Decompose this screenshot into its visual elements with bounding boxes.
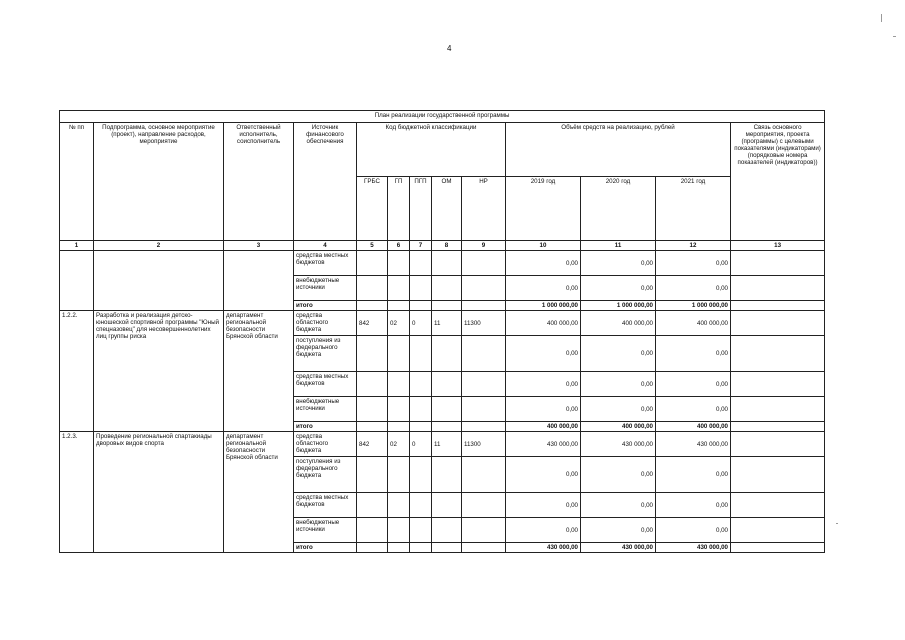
amount-v2021: 400 000,00 [656,422,731,432]
activity-name: Проведение региональной спартакиады дворовых видов спорта [94,432,224,553]
amount-v2021: 0,00 [656,493,731,518]
om-code: 11 [432,432,462,457]
amount-v2021: 0,00 [656,518,731,543]
pgp-code: 0 [410,311,432,336]
amount-v2021: 0,00 [656,336,731,372]
budget-code-cell [357,251,388,276]
amount-v2021: 400 000,00 [656,311,731,336]
grbs-code [357,543,388,553]
gp-code: 02 [388,311,410,336]
column-number: 4 [294,241,357,251]
link-cell [731,301,825,311]
amount-v2019: 430 000,00 [506,432,581,457]
link-cell [731,422,825,432]
amount-v2020: 430 000,00 [581,543,656,553]
header-executor: Ответственный исполнитель, соисполнитель [224,123,294,241]
header-subprogram: Подпрограмма, основное мероприятие (проект), направление расходов, мероприятие [94,123,224,241]
budget-code-cell [432,276,462,301]
header-num: № пп [60,123,94,241]
table-row [60,432,825,457]
column-number: 11 [581,241,656,251]
activity-executor: департамент региональной безопасности Брянской области [224,432,294,553]
amount-v2021: 0,00 [656,372,731,397]
budget-code-cell [432,301,462,311]
header-gp: ГП [388,177,410,241]
gp-code [388,518,410,543]
funding-source: внебюджетные источники [294,276,357,301]
table-row [60,311,825,336]
amount-v2019: 1 000 000,00 [506,301,581,311]
gp-code [388,457,410,493]
gp-code [388,493,410,518]
header-source: Источник финансового обеспечения [294,123,357,241]
link-cell [731,276,825,301]
pgp-code [410,336,432,372]
budget-code-cell [410,301,432,311]
pgp-code [410,543,432,553]
header-om: ОМ [432,177,462,241]
budget-code-cell [462,301,506,311]
om-code [432,493,462,518]
gp-code [388,422,410,432]
amount-v2020: 0,00 [581,251,656,276]
funding-source: средства областного бюджета [294,311,357,336]
grbs-code [357,457,388,493]
column-number-row [60,241,825,251]
amount-v2019: 0,00 [506,457,581,493]
budget-code-cell [410,276,432,301]
nr-code [462,336,506,372]
amount-v2021: 430 000,00 [656,543,731,553]
nr-code [462,457,506,493]
pgp-code [410,493,432,518]
link-cell [731,397,825,422]
grbs-code [357,422,388,432]
pgp-code [410,397,432,422]
link-cell [731,543,825,553]
budget-code-cell [462,276,506,301]
budget-code-cell [388,301,410,311]
budget-code-cell [462,251,506,276]
gp-code [388,397,410,422]
grbs-code [357,336,388,372]
budget-code-cell [410,251,432,276]
nr-code [462,543,506,553]
om-code [432,543,462,553]
gp-code [388,372,410,397]
funding-source: средства областного бюджета [294,432,357,457]
pgp-code [410,518,432,543]
amount-v2019: 0,00 [506,518,581,543]
table-row [60,251,825,276]
amount-v2020: 0,00 [581,493,656,518]
funding-source: итого [294,301,357,311]
amount-v2021: 0,00 [656,397,731,422]
funding-source: итого [294,543,357,553]
amount-v2019: 0,00 [506,336,581,372]
header-nr: НР [462,177,506,241]
amount-v2021: 0,00 [656,457,731,493]
amount-v2019: 400 000,00 [506,311,581,336]
om-code [432,518,462,543]
amount-v2020: 0,00 [581,372,656,397]
gp-code [388,336,410,372]
om-code [432,336,462,372]
continuation-num [60,251,94,311]
grbs-code [357,397,388,422]
scan-artifact [881,14,882,22]
column-number: 2 [94,241,224,251]
nr-code [462,493,506,518]
amount-v2021: 430 000,00 [656,432,731,457]
budget-code-cell [432,251,462,276]
table-title: План реализации государственной программы [60,111,825,123]
link-cell [731,311,825,336]
link-cell [731,457,825,493]
link-cell [731,518,825,543]
amount-v2021: 0,00 [656,251,731,276]
amount-v2019: 400 000,00 [506,422,581,432]
funding-source: внебюджетные источники [294,518,357,543]
amount-v2019: 0,00 [506,493,581,518]
amount-v2021: 0,00 [656,276,731,301]
om-code [432,422,462,432]
header-pgp: ПГП [410,177,432,241]
scan-artifact [836,523,838,524]
continuation-name [94,251,224,311]
header-funds: Объём средств на реализацию, рублей [506,123,731,177]
budget-code-cell [357,301,388,311]
link-cell [731,372,825,397]
column-number: 7 [410,241,432,251]
amount-v2020: 0,00 [581,518,656,543]
column-number: 1 [60,241,94,251]
amount-v2019: 430 000,00 [506,543,581,553]
amount-v2020: 0,00 [581,336,656,372]
column-number: 13 [731,241,825,251]
pgp-code [410,372,432,397]
amount-v2020: 430 000,00 [581,432,656,457]
page-number: 4 [447,44,452,53]
amount-v2020: 400 000,00 [581,422,656,432]
column-number: 10 [506,241,581,251]
nr-code [462,518,506,543]
nr-code: 11300 [462,432,506,457]
om-code [432,397,462,422]
link-cell [731,432,825,457]
link-cell [731,336,825,372]
funding-source: итого [294,422,357,432]
column-number: 6 [388,241,410,251]
column-number: 3 [224,241,294,251]
om-code [432,457,462,493]
amount-v2019: 0,00 [506,276,581,301]
amount-v2019: 0,00 [506,372,581,397]
nr-code: 11300 [462,311,506,336]
budget-code-cell [388,251,410,276]
pgp-code [410,422,432,432]
column-number: 9 [462,241,506,251]
amount-v2020: 0,00 [581,457,656,493]
activity-name: Разработка и реализация детско-юношеской спортивной программы "Юный спецназовец" для несовершеннолетних лиц группы риска [94,311,224,432]
funding-source: поступления из федерального бюджета [294,336,357,372]
amount-v2020: 0,00 [581,397,656,422]
activity-num: 1.2.2. [60,311,94,432]
grbs-code [357,518,388,543]
amount-v2020: 0,00 [581,276,656,301]
pgp-code: 0 [410,432,432,457]
funding-source: средства местных бюджетов [294,493,357,518]
om-code: 11 [432,311,462,336]
nr-code [462,422,506,432]
grbs-code [357,493,388,518]
budget-code-cell [388,276,410,301]
activity-executor: департамент региональной безопасности Брянской области [224,311,294,432]
header-grbs: ГРБС [357,177,388,241]
scan-artifact [893,36,896,37]
grbs-code: 842 [357,311,388,336]
amount-v2019: 0,00 [506,251,581,276]
amount-v2021: 1 000 000,00 [656,301,731,311]
nr-code [462,372,506,397]
column-number: 5 [357,241,388,251]
amount-v2020: 1 000 000,00 [581,301,656,311]
grbs-code: 842 [357,432,388,457]
funding-source: средства местных бюджетов [294,372,357,397]
activity-num: 1.2.3. [60,432,94,553]
continuation-executor [224,251,294,311]
column-number: 8 [432,241,462,251]
nr-code [462,397,506,422]
header-year-2019: 2019 год [506,177,581,241]
amount-v2019: 0,00 [506,397,581,422]
header-year-2021: 2021 год [656,177,731,241]
header-year-2020: 2020 год [581,177,656,241]
pgp-code [410,457,432,493]
om-code [432,372,462,397]
link-cell [731,493,825,518]
gp-code [388,543,410,553]
implementation-plan-table [59,110,825,553]
budget-code-cell [357,276,388,301]
column-number: 12 [656,241,731,251]
amount-v2020: 400 000,00 [581,311,656,336]
funding-source: внебюджетные источники [294,397,357,422]
gp-code: 02 [388,432,410,457]
header-link: Связь основного мероприятия, проекта (программы) с целевыми показателями (индикаторами) (порядковые номера показателей (индикаторов)) [731,123,825,241]
funding-source: поступления из федерального бюджета [294,457,357,493]
grbs-code [357,372,388,397]
funding-source: средства местных бюджетов [294,251,357,276]
header-budget-code: Код бюджетной классификации [357,123,506,177]
link-cell [731,251,825,276]
